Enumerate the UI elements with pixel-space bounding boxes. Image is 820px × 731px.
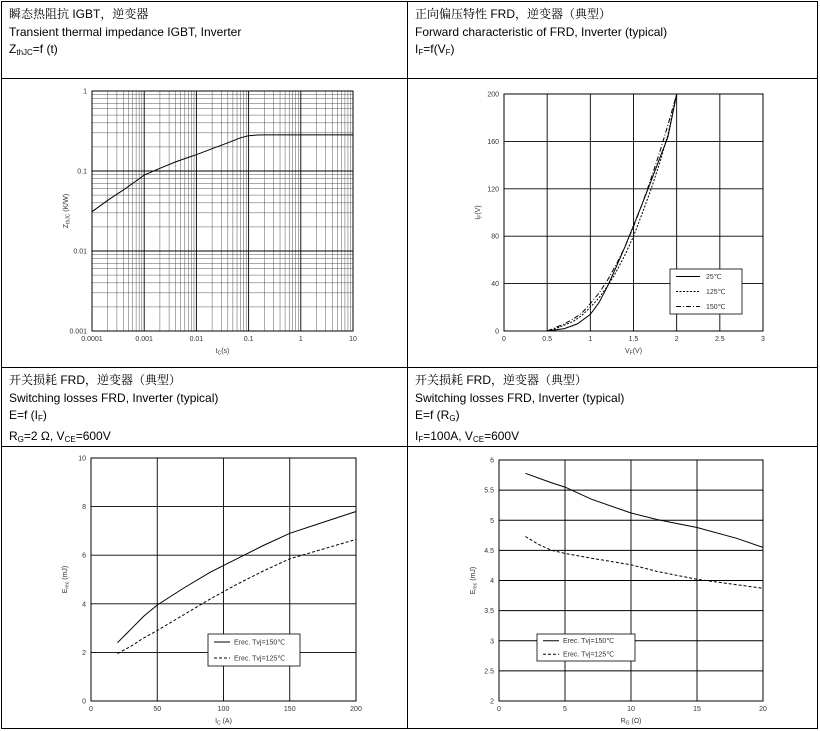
x-tick-label: 5	[563, 706, 567, 713]
y-tick-label: 4.5	[484, 547, 494, 555]
x-tick-label: 10	[349, 336, 357, 343]
y-tick-label: 2	[490, 698, 494, 706]
x-tick-label: 20	[759, 706, 767, 713]
legend-label: Erec. Tvj=150℃	[234, 639, 286, 647]
legend-label: 25℃	[706, 273, 722, 281]
x-tick-label: 15	[693, 706, 701, 713]
panel4-title-en: Switching losses FRD, Inverter (typical)	[415, 390, 625, 405]
y-tick-label: 3	[490, 638, 494, 646]
y-tick-label: 5.5	[484, 487, 494, 495]
y-tick-label: 8	[82, 504, 86, 512]
x-tick-label: 1	[298, 336, 303, 343]
y-tick-label: 160	[487, 138, 499, 146]
panel4-formula: E=f $(R_G)$	[415, 408, 460, 423]
y-axis-label: $Z_{thJC}$ (K/W)	[63, 193, 72, 229]
x-tick-label: 100	[217, 706, 230, 713]
x-tick-label: 2	[674, 336, 679, 343]
panel2-title-cn: 正向偏压特性 FRD，逆变器（典型）	[415, 7, 611, 21]
y-tick-label: 6	[490, 457, 494, 465]
y-tick-label: 0	[82, 698, 86, 706]
panel4-title-cn: 开关损耗 FRD，逆变器（典型）	[415, 373, 587, 387]
y-axis-label: $E_{rec}$ (mJ)	[470, 566, 479, 595]
y-tick-label: 2	[82, 649, 86, 657]
y-tick-label: 0.1	[77, 168, 87, 176]
x-tick-label: 10	[627, 706, 635, 713]
y-tick-label: 5	[490, 517, 494, 525]
x-tick-label: 150	[283, 706, 296, 713]
y-tick-label: 2.5	[484, 668, 494, 676]
y-tick-label: 40	[491, 281, 499, 289]
x-tick-label: 3	[761, 336, 765, 343]
x-tick-label: 200	[350, 706, 362, 713]
x-tick-label: 1	[588, 336, 593, 343]
y-tick-label: 4	[82, 601, 86, 609]
x-tick-label: 0.01	[189, 336, 204, 343]
x-axis-label: $t_C(s)$	[215, 348, 230, 357]
y-tick-label: 80	[491, 233, 499, 241]
x-tick-label: 0.0001	[81, 336, 103, 343]
x-tick-label: 50	[153, 706, 162, 713]
series-line-1	[525, 473, 763, 547]
panel2-title-en: Forward characteristic of FRD, Inverter (typical)	[415, 24, 668, 39]
x-tick-label: 0	[497, 706, 501, 713]
y-tick-label: 200	[487, 91, 499, 99]
x-tick-label: 0	[502, 336, 506, 343]
x-tick-label: 1.5	[628, 336, 639, 343]
y-tick-label: 3.5	[484, 608, 494, 616]
y-tick-label: 4	[490, 578, 494, 585]
panel1-title-en: Transient thermal impedance IGBT, Inverter	[9, 24, 242, 39]
legend-label: Erec. Tvj=150℃	[563, 638, 615, 646]
legend-label: Erec. Tvj=125℃	[563, 651, 615, 659]
panel3-formula: E=f $(I_F)$	[9, 408, 47, 423]
y-tick-label: 10	[78, 455, 86, 463]
panel3-conditions: $R_G=2$ Ω, $V_{CE}=600V$	[9, 428, 111, 444]
y-tick-label: 0.01	[73, 248, 87, 256]
x-axis-label: $V_F(V)$	[624, 348, 643, 357]
panel1-formula: $Z_{thJC}=f$ (t)	[9, 42, 58, 57]
legend-label: Erec. Tvj=125℃	[234, 655, 286, 663]
x-tick-label: 0.5	[542, 336, 553, 343]
y-tick-label: 120	[487, 186, 499, 194]
x-tick-label: 0	[89, 706, 93, 713]
legend-label: 125℃	[706, 288, 726, 296]
panel3-title-en: Switching losses FRD, Inverter (typical)	[9, 390, 219, 405]
y-axis-label: $I_F(V)$	[475, 205, 484, 220]
x-axis-label: $R_G$ (Ω)	[620, 718, 642, 727]
panel4-conditions: $I_F=100A$, $V_{CE}=600V$	[415, 428, 520, 444]
x-tick-label: 0.1	[243, 336, 254, 343]
y-tick-label: 1	[83, 88, 87, 96]
x-tick-label: 0.001	[135, 336, 153, 343]
panel2-formula: $I_F=f(V_F)$	[415, 42, 455, 57]
x-tick-label: 2.5	[714, 336, 725, 343]
y-tick-label: 6	[82, 552, 86, 560]
y-tick-label: 0.001	[69, 328, 87, 336]
x-axis-label: $I_C$ (A)	[215, 718, 232, 727]
panel1-title-cn: 瞬态热阻抗 IGBT，逆变器	[9, 7, 149, 21]
y-axis-label: $E_{rec}$ (mJ)	[62, 565, 71, 594]
legend-label: 150℃	[706, 303, 726, 311]
y-tick-label: 0	[495, 328, 499, 336]
panel3-title-cn: 开关损耗 FRD，逆变器（典型）	[9, 373, 181, 387]
